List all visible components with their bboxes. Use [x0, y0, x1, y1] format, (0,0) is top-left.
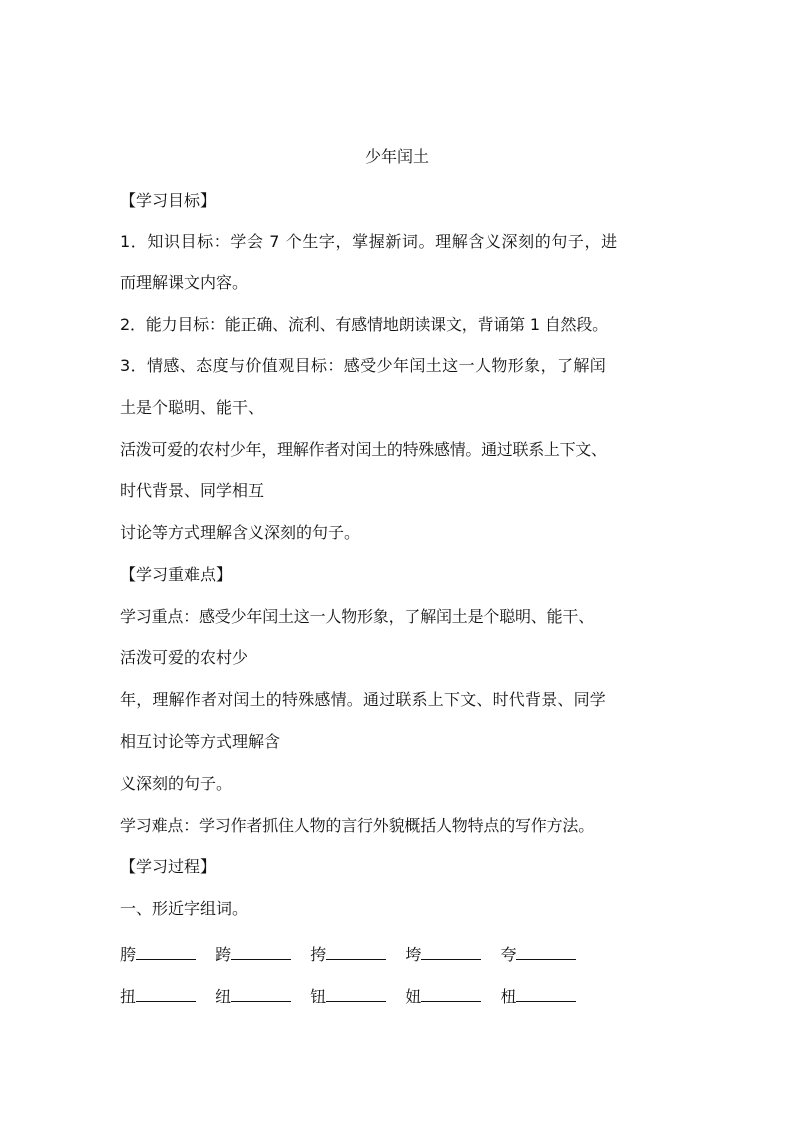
answer-blank[interactable] — [326, 985, 386, 1002]
text-line: 年，理解作者对闰土的特殊感情。通过联系上下文、时代背景、同学 — [120, 690, 607, 709]
word-exercise-row — [120, 942, 590, 965]
answer-blank[interactable] — [136, 943, 196, 960]
text-line: 活泼可爱的农村少年，理解作者对闰土的特殊感情。通过联系上下文、 — [120, 440, 607, 459]
text-line: 相互讨论等方式理解含 — [120, 732, 281, 751]
answer-blank[interactable] — [421, 943, 481, 960]
page-title: 少年闰土 — [364, 147, 429, 166]
text-line: 3．情感、态度与价值观目标：感受少年闰土这一人物形象，了解闰 — [120, 356, 607, 375]
word-item: 挎 — [310, 942, 400, 965]
text-line: 义深刻的句子。 — [120, 774, 233, 793]
answer-blank[interactable] — [516, 985, 576, 1002]
text-line: 学习难点：学习作者抓住人物的言行外貌概括人物特点的写作方法。 — [120, 816, 595, 835]
answer-blank[interactable] — [136, 985, 196, 1002]
word-item: 纽 — [215, 984, 305, 1007]
answer-blank[interactable] — [231, 985, 291, 1002]
section-heading-process: 【学习过程】 — [120, 857, 217, 876]
section-heading-key-points: 【学习重难点】 — [120, 565, 233, 584]
word-item: 垮 — [405, 942, 495, 965]
text-line: 活泼可爱的农村少 — [120, 648, 249, 667]
answer-blank[interactable] — [231, 943, 291, 960]
text-line: 时代背景、同学相互 — [120, 481, 265, 500]
word-item: 扭 — [120, 984, 210, 1007]
text-line: 土是个聪明、能干、 — [120, 398, 265, 417]
exercise-heading: 一、形近字组词。 — [120, 899, 249, 918]
answer-blank[interactable] — [326, 943, 386, 960]
word-item: 钮 — [310, 984, 400, 1007]
word-item: 杻 — [500, 984, 590, 1007]
word-item: 胯 — [120, 942, 210, 965]
text-line: 讨论等方式理解含义深刻的句子。 — [120, 523, 361, 542]
answer-blank[interactable] — [516, 943, 576, 960]
section-heading-goals: 【学习目标】 — [120, 191, 217, 210]
text-line: 学习重点：感受少年闰土这一人物形象，了解闰土是个聪明、能干、 — [120, 607, 595, 626]
word-item: 夸 — [500, 942, 590, 965]
answer-blank[interactable] — [421, 985, 481, 1002]
text-line: 而理解课文内容。 — [120, 273, 249, 292]
word-item: 跨 — [215, 942, 305, 965]
word-item: 妞 — [405, 984, 495, 1007]
text-line: 1．知识目标：学会 7 个生字，掌握新词。理解含义深刻的句子，进 — [120, 232, 618, 251]
word-exercise-row — [120, 984, 590, 1007]
text-line: 2．能力目标：能正确、流利、有感情地朗读课文，背诵第 1 自然段。 — [120, 315, 608, 334]
